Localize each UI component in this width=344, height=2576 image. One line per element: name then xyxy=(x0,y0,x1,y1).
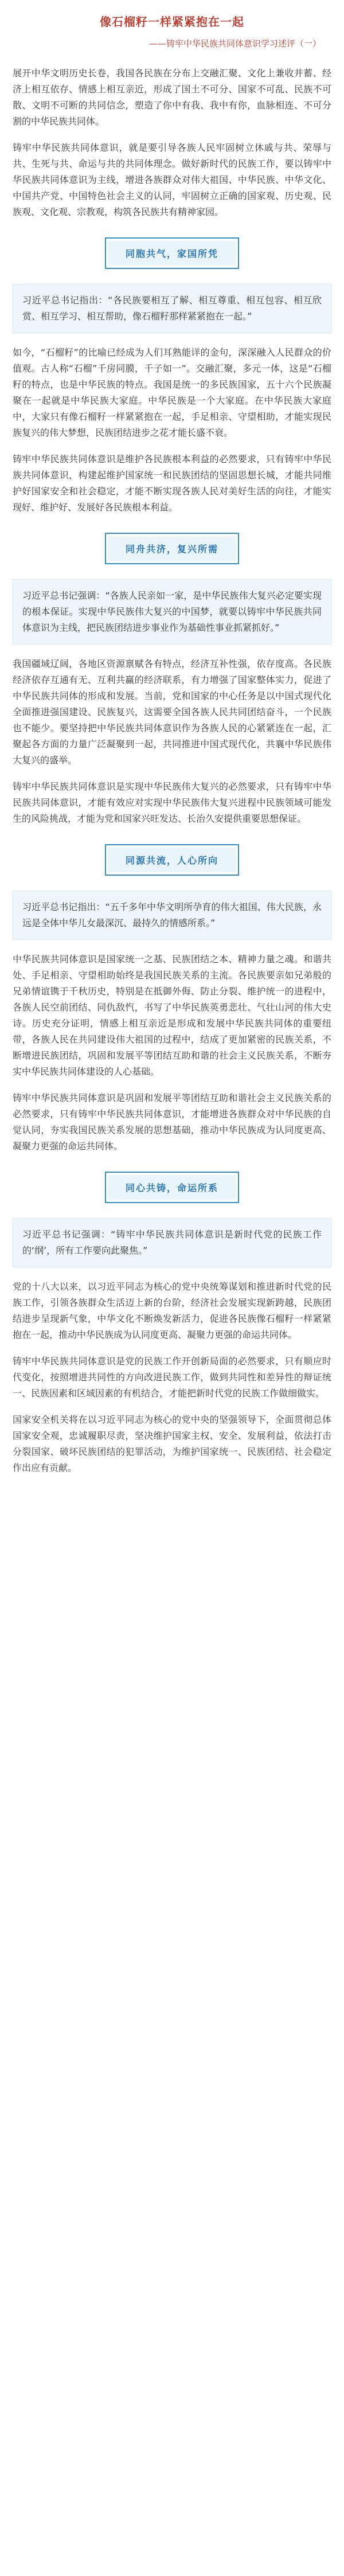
section-heading xyxy=(13,237,331,269)
quote-box xyxy=(13,284,331,333)
section-heading-label: 同心共铸，命运所系 xyxy=(108,1175,236,1200)
article-subtitle: ——铸牢中华民族共同体意识学习述评（一） xyxy=(148,38,321,49)
body-paragraph: 铸牢中华民族共同体意识是巩固和发展平等团结互助和谐社会主义民族关系的必然要求，只有铸牢中华民族共同体意识，才能增进各族群众对中华民族的自觉认同，夯实我国民族关系发展的思想基础，推动中华民族成为认同度更高、凝聚力更强的命运共同体。 xyxy=(13,1092,331,1152)
quote-text: 习近平总书记强调：“各族人民亲如一家，是中华民族伟大复兴必定要实现的根本保证。实现中华民族伟大复兴的中国梦，就要以铸牢中华民族共同体意识为主线，把民族团结进步事业作为基础性事业抓紧抓好。” xyxy=(22,590,322,633)
body-paragraph: 中华民族共同体意识是国家统一之基、民族团结之本、精神力量之魂。和谐共处、手足相亲、守望相助始终是我国民族关系的主流。各民族要亲如兄弟般的兄弟情谊镌于千秋历史，特别是在抵御外侮、防止分裂、维护统一的进程中，各族人民空前团结、同仇敌忾，书写了中华民族英勇悲壮、气壮山河的伟大史诗。历史充分证明，情感上相互亲近是形成和发展中华民族共同体的重要纽带，各族人民在共同建设伟大祖国的过程中，结成了更加紧密的民族关系，不断增进民族团结，巩固和发展平等团结互助和谐的社会主义民族关系，不断夯实中华民族共同体建设的人心基础。 xyxy=(13,954,331,1077)
quote-text: 习近平总书记指出：“各民族要相互了解、相互尊重、相互包容、相互欣赏、相互学习、相互帮助，像石榴籽那样紧紧抱在一起。” xyxy=(22,295,322,322)
section-heading xyxy=(13,1172,331,1203)
body-paragraph: 铸牢中华民族共同体意识是维护各民族根本利益的必然要求，只有铸牢中华民族共同体意识，构建起维护国家统一和民族团结的坚固思想长城，才能共同维护好国家安全和社会稳定，才能不断实现各族人民对美好生活的向往，才能实现好、维护好、发展好各民族根本利益。 xyxy=(13,454,331,513)
body-paragraph: 铸牢中华民族共同体意识是党的民族工作开创新局面的必然要求，只有顺应时代变化，按照增进共同性的方向改进民族工作，做到共同性和差异性的辩证统一、民族因素和区域因素的有机结合，才能把新时代党的民族工作做细做实。 xyxy=(13,1356,331,1399)
quote-text: 习近平总书记强调：“铸牢中华民族共同体意识是新时代党的民族工作的‘纲’，所有工作要向此聚焦。” xyxy=(22,1229,322,1256)
body-paragraph: 铸牢中华民族共同体意识，就是要引导各族人民牢固树立休戚与共、荣辱与共、生死与共、命运与共的共同体理念。做好新时代的民族工作，要以铸牢中华民族共同体意识为主线，增进各族群众对伟大祖国、中华民族、中华文化、中国共产党、中国特色社会主义的认同，牢固树立正确的国家观、历史观、民族观、文化观、宗教观，构筑各民族共有精神家园。 xyxy=(13,142,331,217)
article-title: 像石榴籽一样紧紧抱在一起 xyxy=(100,15,244,29)
body-paragraph: 如今，“石榴籽”的比喻已经成为人们耳熟能详的金句，深深融入人民群众的价值观。古人称“石榴”千房同膜，千子如一”。交融汇聚，多元一体，这是“石榴籽的特点，也是中华民族的特点。我国是统一的多民族国家，五十六个民族凝聚在一起就是中华民族大家庭。中华民族是一个大家庭。在中华民族大家庭中，大家只有像石榴籽一样紧紧抱在一起，手足相亲、守望相助，才能实现民族复兴的伟大梦想，民族团结进步之花才能长盛不衰。 xyxy=(13,347,331,438)
body-paragraph: 国家安全机关将在以习近平同志为核心的党中央的坚强领导下，全面贯彻总体国家安全观，忠诚履职尽责，坚决维护国家主权、安全、发展利益，依法打击分裂国家、破坏民族团结的犯罪活动，为维护国家统一、民族团结、社会稳定作出应有贡献。 xyxy=(13,1414,331,1473)
section-heading-label: 同源共流，人心所向 xyxy=(108,848,236,872)
article-body xyxy=(0,65,344,1476)
section-heading-label: 同舟共济，复兴所需 xyxy=(108,536,236,561)
body-paragraph: 党的十八大以来，以习近平同志为核心的党中央统筹谋划和推进新时代党的民族工作，引领各族群众生活迈上新的台阶，经济社会发展实现新跨越，民族团结进步呈现新气象，中华文化不断焕发新活力，促进各民族像石榴籽一样紧紧抱在一起，推动中华民族成为认同度更高、凝聚力更强的命运共同体。 xyxy=(13,1281,331,1340)
body-paragraph: 铸牢中华民族共同体意识是实现中华民族伟大复兴的必然要求，只有铸牢中华民族共同体意识，才能有效应对实现中华民族伟大复兴进程中民族领域可能发生的风险挑战，才能为党和国家兴旺发达、长治久安提供重要思想保证。 xyxy=(13,781,331,824)
quote-box xyxy=(13,1218,331,1267)
quote-box xyxy=(13,579,331,645)
section-heading xyxy=(13,844,331,876)
quote-box xyxy=(13,891,331,940)
section-heading-label: 同胞共气，家国所凭 xyxy=(108,241,236,266)
quote-text: 习近平总书记指出：“五千多年中华文明所孕育的伟大祖国、伟大民族，永远是全体中华儿女最深沉、最持久的情感所系。” xyxy=(22,901,322,928)
section-heading xyxy=(13,533,331,564)
body-paragraph: 展开中华文明历史长卷，我国各民族在分布上交融汇聚、文化上兼收并蓄、经济上相互依存、情感上相互亲近，形成了国土不可分、国家不可乱、民族不可散、文明不可断的共同信念，塑造了你中有我、我中有你，血脉相连、不可分割的中华民族共同体。 xyxy=(13,68,331,127)
body-paragraph: 我国疆域辽阔，各地区资源禀赋各有特点，经济互补性强，依存度高。各民族经济依存互通有无、互利共赢的经济联系，有力增强了国家整体实力，促进了中华民族共同体的形成和发展。当前，党和国家的中心任务是以中国式现代化全面推进强国建设、民族复兴，这需要全国各族人民共同团结奋斗，一个民族也不能少。要坚持把中华民族共同体意识作为各族人民的心紧紧连在一起，汇聚起各方面的力量广泛凝聚到一起，共同推进中国式现代化，共襄中华民族伟大复兴的盛举。 xyxy=(13,658,331,766)
